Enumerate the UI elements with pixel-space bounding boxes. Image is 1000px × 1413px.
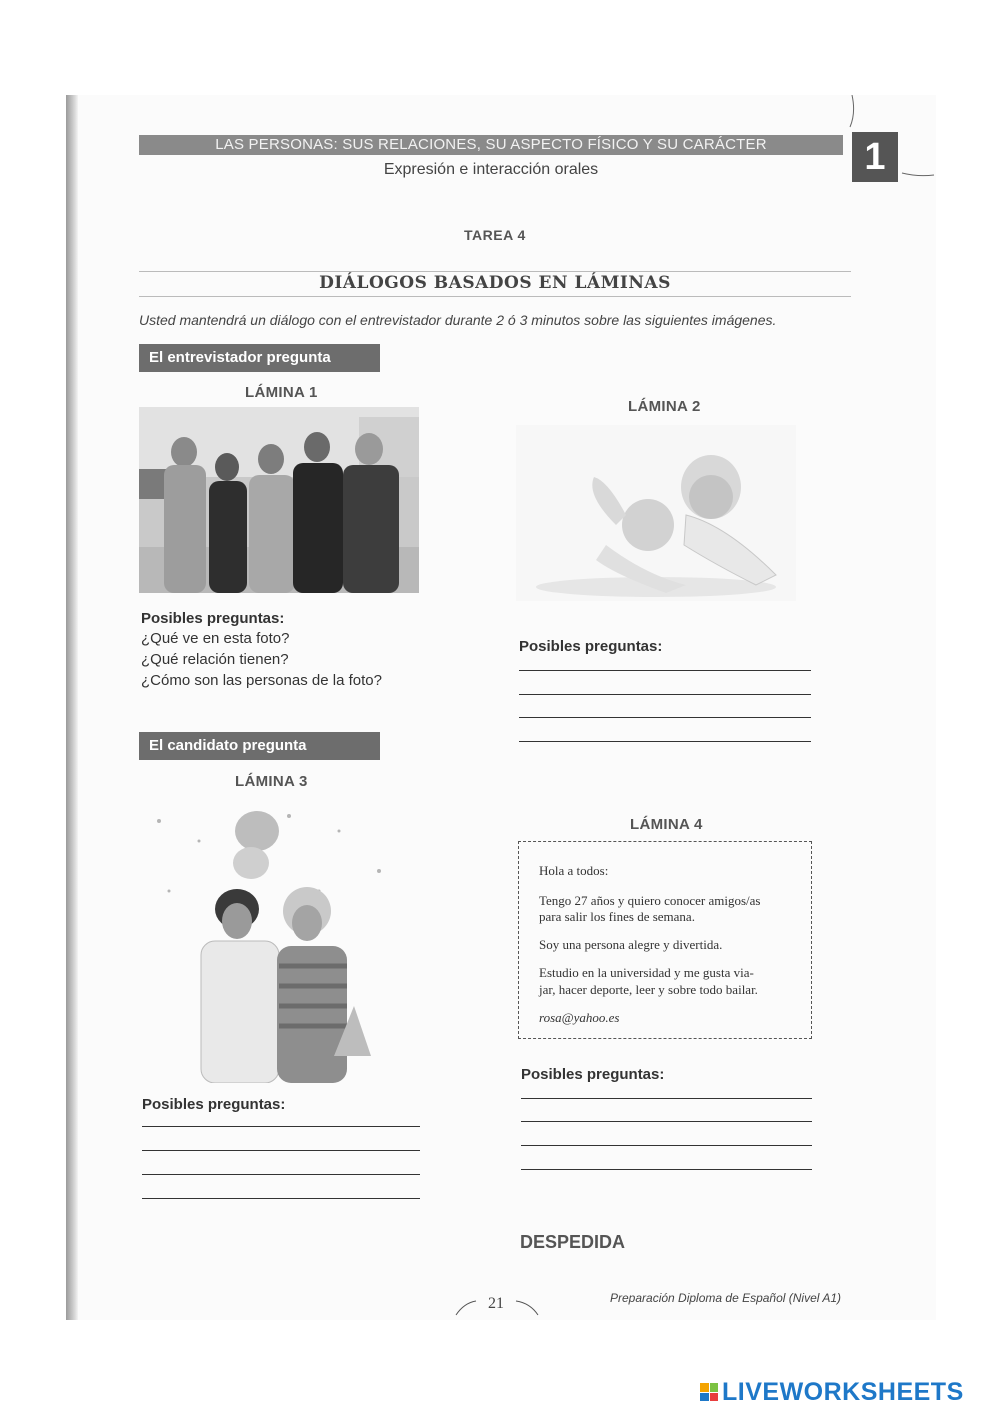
- lamina2-answer-line-1[interactable]: [519, 670, 811, 671]
- note-line-5: jar, hacer deporte, leer y sobre todo bailar.: [539, 982, 758, 997]
- liveworksheets-logo-icon: [700, 1383, 718, 1401]
- lamina3-answer-line-3[interactable]: [142, 1174, 420, 1175]
- lamina3-title: LÁMINA 3: [235, 773, 308, 790]
- intro-text: Usted mantendrá un diálogo con el entrevistador durante 2 ó 3 minutos sobre las siguientes imágenes.: [139, 312, 777, 328]
- task-label: TAREA 4: [464, 227, 526, 243]
- lamina1-title: LÁMINA 1: [245, 384, 318, 401]
- lamina2-answer-line-2[interactable]: [519, 694, 811, 695]
- lamina4-answer-line-3[interactable]: [521, 1145, 812, 1146]
- brand-name: LIVEWORKSHEETS: [722, 1377, 964, 1406]
- lamina3-answer-line-4[interactable]: [142, 1198, 420, 1199]
- interviewer-label: El entrevistador pregunta: [139, 344, 380, 372]
- header-title: LAS PERSONAS: SUS RELACIONES, SU ASPECTO FÍSICO Y SU CARÁCTER: [215, 136, 767, 153]
- note-line-2: para salir los fines de semana.: [539, 909, 695, 924]
- lamina4-posibles-label: Posibles preguntas:: [521, 1066, 665, 1083]
- lamina2-answer-line-3[interactable]: [519, 717, 811, 718]
- candidate-label: El candidato pregunta: [139, 732, 380, 760]
- liveworksheets-brand: [700, 1378, 964, 1406]
- footer-credit: Preparación Diploma de Español (Nivel A1): [610, 1291, 841, 1305]
- note-line-1: Tengo 27 años y quiero conocer amigos/as: [539, 893, 761, 908]
- lamina1-posibles-label: Posibles preguntas:: [141, 610, 285, 627]
- lamina4-title: LÁMINA 4: [630, 816, 703, 833]
- lamina3-party-photo: [139, 801, 409, 1083]
- page-number: 21: [488, 1295, 504, 1312]
- lamina4-ad-note: [518, 841, 812, 1039]
- worksheet-page: [66, 95, 936, 1320]
- lamina2-title: LÁMINA 2: [628, 398, 701, 415]
- lamina1-family-photo: [139, 407, 419, 593]
- note-line-3: Soy una persona alegre y divertida.: [539, 937, 723, 952]
- lamina2-children-photo: [516, 425, 796, 601]
- note-greeting: Hola a todos:: [539, 863, 609, 878]
- header-subtitle: Expresión e interacción orales: [383, 161, 599, 178]
- note-line-4: Estudio en la universidad y me gusta via-: [539, 965, 754, 980]
- lamina3-posibles-label: Posibles preguntas:: [142, 1096, 286, 1113]
- lamina1-question-3: ¿Cómo son las personas de la foto?: [141, 672, 382, 689]
- chapter-number: 1: [852, 132, 898, 182]
- lamina2-answer-line-4[interactable]: [519, 741, 811, 742]
- title-rule-top: [139, 271, 851, 272]
- note-email: rosa@yahoo.es: [539, 1010, 620, 1025]
- section-title: DIÁLOGOS BASADOS EN LÁMINAS: [319, 273, 671, 293]
- lamina4-answer-line-1[interactable]: [521, 1098, 812, 1099]
- title-rule-bottom: [139, 296, 851, 297]
- lamina1-question-2: ¿Qué relación tienen?: [141, 651, 289, 668]
- despedida-heading: DESPEDIDA: [520, 1232, 626, 1252]
- lamina1-question-1: ¿Qué ve en esta foto?: [141, 630, 290, 647]
- lamina3-answer-line-1[interactable]: [142, 1126, 420, 1127]
- lamina4-answer-line-4[interactable]: [521, 1169, 812, 1170]
- lamina2-posibles-label: Posibles preguntas:: [519, 638, 663, 655]
- scan-gutter-shadow: [66, 95, 78, 1320]
- lamina3-answer-line-2[interactable]: [142, 1150, 420, 1151]
- lamina4-answer-line-2[interactable]: [521, 1121, 812, 1122]
